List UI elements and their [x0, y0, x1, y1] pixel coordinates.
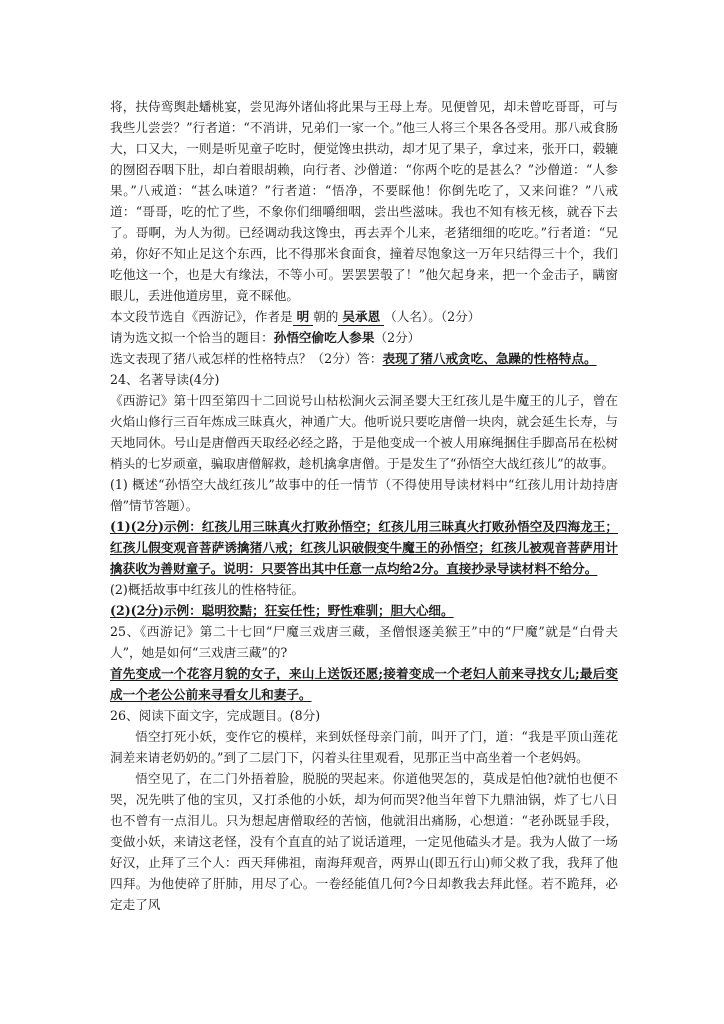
document-page: [110, 96, 618, 915]
question-source: 本文段节选自《西游记》，作者是 明 朝的 吴承恩 （人名）。（2分）: [110, 309, 481, 324]
answer-title: 孙悟空偷吃人参果: [273, 330, 375, 345]
section-26-paragraph-1: 悟空打死小妖，变作它的模样，来到妖怪母亲门前，叫开了门，道：“我是平顶山莲花洞差来请老奶奶的。”到了二层门下，闪着头往里观看，见那正当中高坐着一个老妈妈。: [110, 729, 618, 765]
answer-dynasty: 明: [293, 308, 314, 326]
question-trait: 选文表现了猪八戒怎样的性格特点？（2分）答：表现了猪八戒贪吃、急躁的性格特点。: [110, 351, 597, 366]
section-24-heading: 24、名著导读(4分): [110, 372, 220, 387]
section-25-answer: 首先变成一个花容月貌的女子，来山上送饭还愿;接着变成一个老妇人前来寻找女儿;最后变成一个老公公前来寻看女儿和妻子。: [110, 666, 618, 702]
section-24-answer-2: (2)(2分)示例：聪明狡黠；狂妄任性；野性难驯；胆大心细。: [110, 603, 454, 618]
section-25-question: 25、《西游记》第二十七回“尸魔三戏唐三藏，圣僧恨逐美猴王”中的“尸魔”就是“白骨夫人”，她是如何“三戏唐三藏”的?: [110, 624, 618, 660]
question-title: 请为选文拟一个恰当的题目：孙悟空偷吃人参果（2分）: [110, 330, 421, 345]
section-24-answer-1: (1)(2分)示例：红孩儿用三昧真火打败孙悟空；红孩儿用三昧真火打败孙悟空及四海龙王；红孩儿假变观音菩萨诱擒猪八戒；红孩儿识破假变牛魔王的孙悟空；红孩儿被观音菩萨用计擒获收为善财童子。说明：只要答出其中任意一点均给2分。直接抄录导读材料不给分。: [110, 519, 618, 576]
section-26-paragraph-2: 悟空见了，在二门外捂着脸，脱脱的哭起来。你道他哭怎的，莫成是怕他?就怕也便不哭，况先哄了他的宝贝，又打杀他的小妖，却为何而哭?他当年曾下九鼎油锅，炸了七八日也不曾有一点泪儿。只为想起唐僧取经的苦恼，他就泪出痛肠，心想道：“老孙既显手段，变做小妖，来请这老怪，没有个直直的站了说话道理，一定见他磕头才是。我为人做了一场好汉，止拜了三个人：西天拜佛祖，南海拜观音，两界山(即五行山)师父救了我，我拜了他四拜。为他使碎了肝肺，用尽了心。一卷经能值几何?今日却教我去拜此怪。若不跪拜，必定走了风: [110, 771, 618, 912]
section-24-intro: 《西游记》第十四至第四十二回说号山枯松涧火云洞圣婴大王红孩儿是牛魔王的儿子，曾在火焰山修行三百年炼成三昧真火，神通广大。他听说只要吃唐僧一块肉，就会延生长寿，与天地同休。号山是唐僧西天取经必经之路，于是他变成一个被人用麻绳捆住手脚高吊在松树梢头的七岁顽童，骗取唐僧解救，趁机擒拿唐僧。于是发生了“孙悟空大战红孩儿”的故事。: [110, 393, 618, 471]
section-24-question-1: (1) 概述“孙悟空大战红孩儿”故事中的任一情节（不得使用导读材料中“红孩儿用计劫持唐僧”情节答题）。: [110, 477, 618, 513]
passage-paragraph: 将，扶侍鸾舆赴蟠桃宴，尝见海外诸仙将此果与王母上寿。见便曾见，却未曾吃哥哥，可与我些儿尝尝？”行者道：“不消讲，兄弟们一家一个。”他三人将三个果各各受用。那八戒食肠大，口又大，一则是听见童子吃时，便觉馋虫拱动，却才见了果子，拿过来，张开口，毂辘的囫囵吞咽下肚，却白着眼胡赖，向行者、沙僧道：“你两个吃的是甚么？”沙僧道：“人参果。”八戒道：“甚么味道？”行者道：“悟净，不要睬他！你倒先吃了，又来问谁？”八戒道：“哥哥，吃的忙了些，不象你们细嚼细咽，尝出些滋味。我也不知有核无核，就吞下去了。哥啊，为人为彻。已经调动我这馋虫，再去弄个儿来，老猪细细的吃吃。”行者道：“兄弟，你好不知止足这个东西，比不得那米食面食，撞着尽饱象这一万年只结得三十个，我们吃他这一个，也是大有缘法，不等小可。罢罢罢彀了！”他欠起身来，把一个金击子，瞒窗眼儿，丢进他道房里，竟不睬他。: [110, 99, 618, 303]
answer-trait: 表现了猪八戒贪吃、急躁的性格特点。: [382, 351, 597, 366]
section-24-question-2: (2)概括故事中红孩儿的性格特征。: [110, 582, 305, 597]
section-26-heading: 26、阅读下面文字，完成题目。(8分): [110, 708, 321, 723]
answer-author: 吴承恩: [338, 308, 384, 326]
